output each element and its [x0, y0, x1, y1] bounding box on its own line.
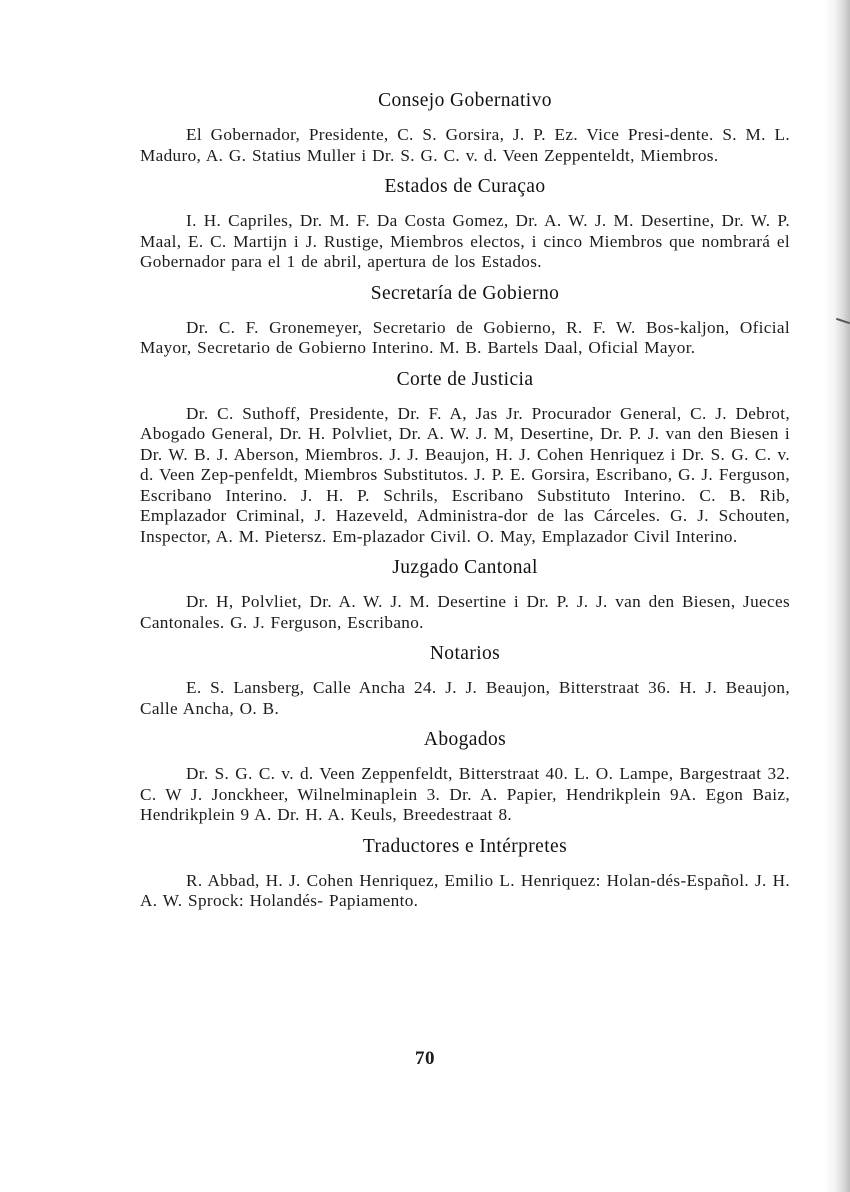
- page-edge-shadow: [824, 0, 850, 1192]
- section-body: Dr. C. F. Gronemeyer, Secretario de Gobierno, R. F. W. Bos-kaljon, Oficial Mayor, Secretario de Gobierno Interino. M. B. Bartels Daal, Oficial Mayor.: [140, 317, 790, 357]
- section-corte-de-justicia: [140, 367, 790, 548]
- section-estados-de-curacao: [140, 174, 790, 273]
- section-heading: Notarios: [429, 643, 501, 664]
- section-body: Dr. C. Suthoff, Presidente, Dr. F. A, Jas Jr. Procurador General, C. J. Debrot, Abogado General, Dr. H. Polvliet, Dr. A. W. J. M, Desertine, Dr. P. J. van den Biesen i Dr. W. B. J. Aberson, Miembros. J. J. Beaujon, H. J. Cohen Henriquez i Dr. S. G. C. v. d. Veen Zep-penfeldt, Miembros Substitutos. J. P. E. Gorsira, Escribano, G. J. Ferguson, Escribano Interino. J. H. P. Schrils, Escribano Substituto Interino. C. B. Rib, Emplazador Criminal, J. Hazeveld, Administra-dor de las Cárceles. G. J. Schouten, Inspector, A. M. Pietersz. Em-plazador Civil. O. May, Emplazador Civil Interino.: [140, 403, 790, 546]
- section-heading: Corte de Justicia: [396, 368, 534, 390]
- section-body: El Gobernador, Presidente, C. S. Gorsira, J. P. Ez. Vice Presi-dente. S. M. L. Maduro, A. G. Statius Muller i Dr. S. G. C. v. d. Veen Zeppenteldt, Miembros.: [140, 125, 790, 165]
- section-heading: Consejo Gobernativo: [378, 90, 552, 111]
- section-juzgado-cantonal: [140, 555, 790, 633]
- section-body: I. H. Capriles, Dr. M. F. Da Costa Gomez, Dr. A. W. J. M. Desertine, Dr. W. P. Maal, E. C. Martijn i J. Rustige, Miembros electos, i cinco Miembros que nombrará el Gobernador para el 1 de abril, apertura de los Estados.: [140, 211, 790, 271]
- section-heading: Estados de Curaçao: [384, 176, 546, 197]
- section-body: Dr. H, Polvliet, Dr. A. W. J. M. Desertine i Dr. P. J. J. van den Biesen, Jueces Cantonales. G. J. Ferguson, Escribano.: [140, 592, 790, 632]
- page-content: [140, 88, 790, 920]
- section-abogados: [140, 727, 790, 826]
- section-notarios: [140, 641, 790, 719]
- section-body: R. Abbad, H. J. Cohen Henriquez, Emilio L. Henriquez: Holan-dés-Español. J. H. A. W. Sprock: Holandés- Papiamento.: [140, 870, 790, 910]
- section-body: Dr. S. G. C. v. d. Veen Zeppenfeldt, Bitterstraat 40. L. O. Lampe, Bargestraat 32. C. W J. Jonckheer, Wilnelminaplein 3. Dr. A. Papier, Hendrikplein 9A. Egon Baiz, Hendrikplein 9 A. Dr. H. A. Keuls, Breedestraat 8.: [140, 764, 790, 824]
- section-heading: Abogados: [423, 729, 507, 750]
- section-traductores-e-interpretes: [140, 834, 790, 912]
- section-heading: Juzgado Cantonal: [392, 557, 538, 578]
- section-consejo-gobernativo: [140, 88, 790, 166]
- section-body: E. S. Lansberg, Calle Ancha 24. J. J. Beaujon, Bitterstraat 36. H. J. Beaujon, Calle Ancha, O. B.: [140, 678, 790, 718]
- section-heading: Secretaría de Gobierno: [370, 282, 560, 304]
- section-secretaria-de-gobierno: [140, 281, 790, 359]
- page-number: 70: [415, 1048, 435, 1069]
- section-heading: Traductores e Intérpretes: [362, 835, 568, 857]
